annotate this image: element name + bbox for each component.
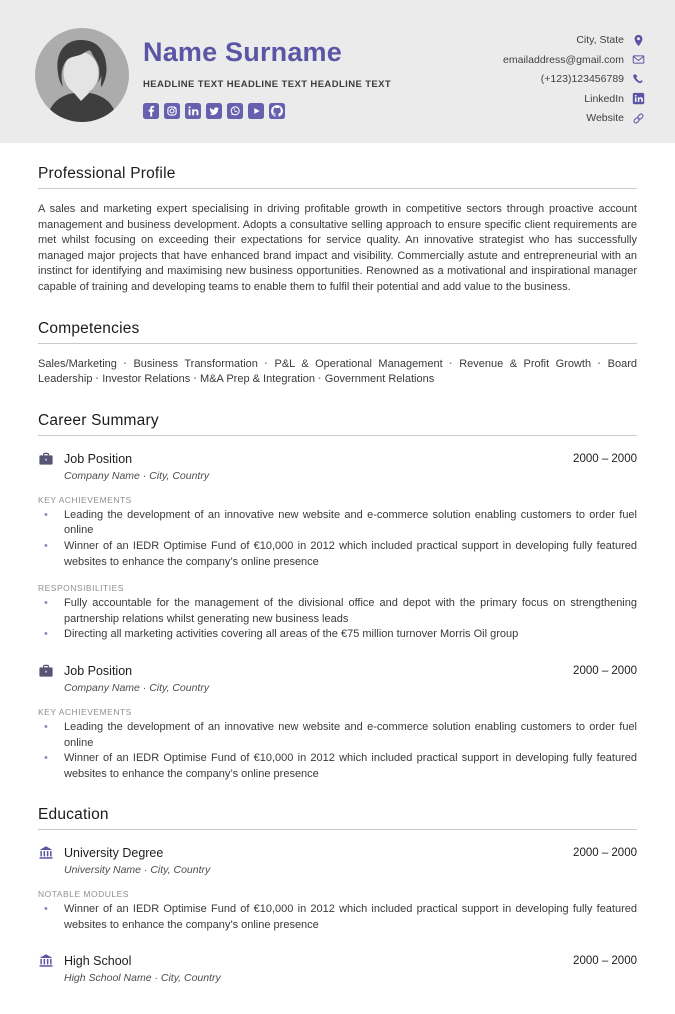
identity-block [143,38,391,119]
school-name: High School Name · City, Country [64,972,221,985]
group-label-responsibilities: RESPONSIBILITIES [38,583,124,594]
briefcase-icon [38,451,54,467]
resume-body [0,165,675,1014]
contact-linkedin-label: LinkedIn [584,92,624,105]
contact-info [503,33,645,125]
education-entry [38,845,637,933]
section-professional-profile [38,165,637,296]
profile-text: A sales and marketing expert specialising in driving profitable growth in competitive sectors through proactive account management and business development. Adopts a consultative selling approach to ensure specific client requirements are met whilst focusing on exceeding their expectations for service quality. An innovative strategist who has successfully managed major projects that have enhanced brand impact and visibility. Commercially astute and entrepreneurial with an instinct for identifying and maximising new business opportunities. Renowned as a motivational and inspirational manager capable of training and developing teams to enable them to fulfil their potential and add value to the business. [38,203,637,293]
university-name: University Name · City, Country [64,864,211,877]
bullet-item: • Leading the development of an innovative new website and e-commerce solution enabling customers to order fuel online [64,508,637,539]
bullet-list [38,508,637,570]
competencies-section-title: Competencies [38,320,637,344]
github-icon[interactable] [269,103,285,119]
headline: HEADLINE TEXT HEADLINE TEXT HEADLINE TEXT [143,79,392,90]
contact-phone-label: (+123)123456789 [540,73,624,85]
youtube-icon[interactable] [248,103,264,119]
whatsapp-icon[interactable] [227,103,243,119]
contact-phone[interactable] [541,72,645,86]
bullet-list [38,902,637,933]
contact-email[interactable] [503,53,645,67]
contact-location-label: City, State [576,34,624,46]
header [0,0,675,143]
university-icon [38,845,54,861]
job-company: Company Name · City, Country [64,681,210,694]
group-label-notable-modules: NOTABLE MODULES [38,889,129,900]
bullet-list [38,720,637,782]
avatar [35,28,129,122]
instagram-icon[interactable] [164,103,180,119]
school-dates: 2000 – 2000 [573,955,637,968]
contact-linkedin[interactable] [584,92,645,106]
twitter-icon[interactable] [206,103,222,119]
linkedin-square-icon [632,92,645,105]
education-entry [38,953,637,984]
degree-title: University Degree [64,846,164,861]
bullet-item: • Leading the development of an innovative new website and e-commerce solution enabling customers to order fuel online [64,720,637,751]
job-title: Job Position [64,663,133,678]
group-label-key-achievements: KEY ACHIEVEMENTS [38,706,132,717]
bullet-item: • Fully accountable for the management of the divisional office and depot with the primary focus on strengthening partnership relations whilst generating new business leads [64,596,637,627]
job-entry [38,663,637,782]
job-company: Company Name · City, Country [64,469,210,482]
section-competencies [38,320,637,388]
phone-icon [632,73,645,86]
career-section-title: Career Summary [38,412,637,436]
profile-section-title: Professional Profile [38,165,637,189]
contact-website-label: Website [586,112,624,124]
envelope-icon [632,53,645,66]
job-title: Job Position [64,451,133,466]
section-career-summary [38,412,637,783]
person-name: Name Surname [143,37,342,67]
job-dates: 2000 – 2000 [573,664,637,677]
section-education [38,806,637,984]
linkedin-icon[interactable] [185,103,201,119]
job-header [38,663,637,679]
contact-location[interactable] [576,33,645,47]
competencies-line: Sales/Marketing · Business Transformation · P&L & Operational Management · Revenue & Profit Growth · Board Leadership · Investor Relations · M&A Prep & Integration · Government Relations [38,357,638,386]
job-header [38,451,637,467]
degree-dates: 2000 – 2000 [573,847,637,860]
education-section-title: Education [38,806,637,830]
location-pin-icon [632,34,645,47]
education-header [38,845,637,861]
school-title: High School [64,954,132,969]
contact-email-label: emailaddress@gmail.com [503,53,624,66]
bullet-item: • Directing all marketing activities covering all areas of the €75 million turnover Morris Oil group [64,627,637,643]
link-icon [632,112,645,125]
group-label-key-achievements: KEY ACHIEVEMENTS [38,494,132,505]
job-dates: 2000 – 2000 [573,452,637,465]
social-links [143,103,391,119]
bullet-item: • Winner of an IEDR Optimise Fund of €10,000 in 2012 which included practical support in developing fully featured websites to enhance the company’s online presence [64,539,637,570]
bullet-list [38,596,637,643]
briefcase-icon [38,663,54,679]
facebook-icon[interactable] [143,103,159,119]
avatar-image [35,28,129,122]
bullet-item: • Winner of an IEDR Optimise Fund of €10,000 in 2012 which included practical support in developing fully featured websites to enhance the company’s online presence [64,751,637,782]
bullet-item: • Winner of an IEDR Optimise Fund of €10,000 in 2012 which included practical support in developing fully featured websites to enhance the company’s online presence [64,902,637,933]
job-entry [38,451,637,643]
contact-website[interactable] [586,111,645,125]
